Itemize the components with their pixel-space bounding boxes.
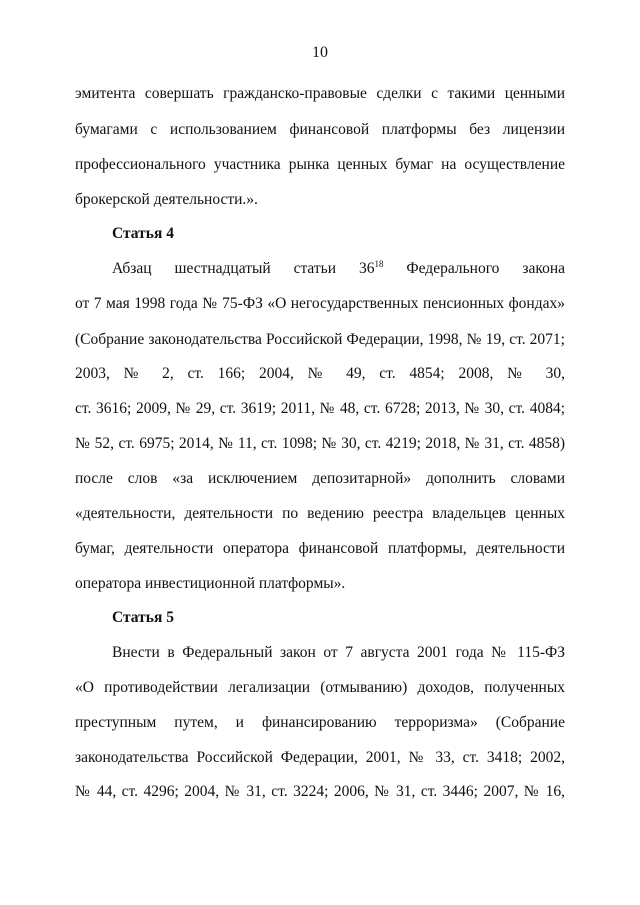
text-fragment: Федерального закона [406, 260, 565, 277]
text-line: преступным путем, и финансированию терроризма» (Собрание [75, 714, 565, 731]
text-line: оператора инвестиционной платформы». [75, 575, 346, 592]
page-number: 10 [312, 44, 328, 61]
article-5-heading: Статья 5 [112, 609, 174, 626]
text-line: «О противодействии легализации (отмыванию) доходов, полученных [75, 679, 565, 696]
text-line: ст. 3616; 2009, № 29, ст. 3619; 2011, № 48, ст. 6728; 2013, № 30, ст. 4084; [75, 400, 565, 417]
text-line: № 44, ст. 4296; 2004, № 31, ст. 3224; 2006, № 31, ст. 3446; 2007, № 16, [75, 783, 565, 800]
text-line: 2003, № 2, ст. 166; 2004, № 49, ст. 4854; 2008, № 30, [75, 365, 565, 382]
text-line: эмитента совершать гражданско-правовые сделки с такими ценными [75, 85, 565, 102]
article-superscript: 18 [374, 258, 384, 269]
text-line: после слов «за исключением депозитарной» дополнить словами [75, 470, 565, 487]
text-line: брокерской деятельности.». [75, 191, 258, 208]
text-line: законодательства Российской Федерации, 2001, № 33, ст. 3418; 2002, [75, 749, 565, 766]
article-4-heading: Статья 4 [112, 225, 174, 242]
text-line: № 52, ст. 6975; 2014, № 11, ст. 1098; № 30, ст. 4219; 2018, № 31, ст. 4858) [75, 435, 565, 452]
text-line: бумагами с использованием финансовой платформы без лицензии [75, 121, 565, 138]
text-line: Внести в Федеральный закон от 7 августа 2001 года № 115-ФЗ [112, 644, 565, 661]
text-line: (Собрание законодательства Российской Федерации, 1998, № 19, ст. 2071; [75, 331, 565, 348]
text-line: профессионального участника рынка ценных бумаг на осуществление [75, 156, 565, 173]
text-line: «деятельности, деятельности по ведению реестра владельцев ценных [75, 505, 565, 522]
text-line: бумаг, деятельности оператора финансовой платформы, деятельности [75, 540, 565, 557]
text-line: от 7 мая 1998 года № 75-ФЗ «О негосударственных пенсионных фондах» [75, 295, 565, 312]
text-fragment: Абзац шестнадцатый статьи 36 [112, 260, 375, 277]
text-line [112, 259, 565, 279]
